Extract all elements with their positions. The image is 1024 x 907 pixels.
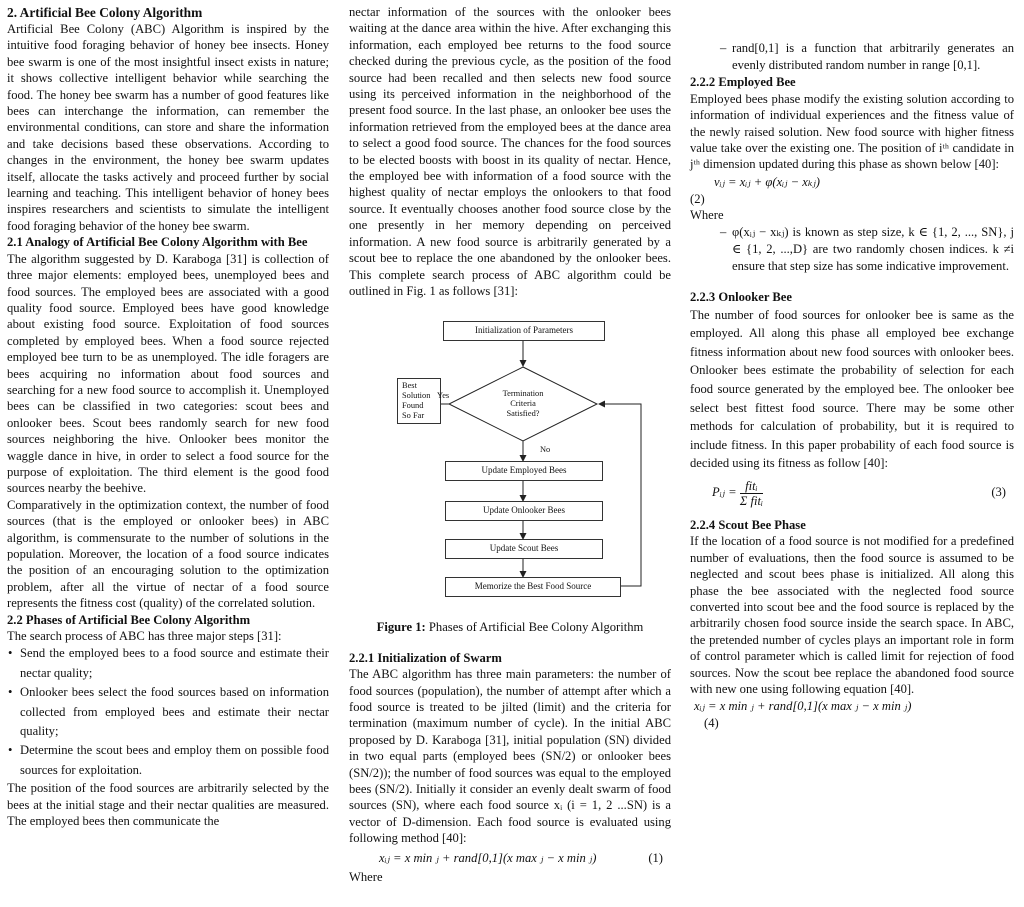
steps-list: [7, 644, 329, 780]
rand-definition-list: [690, 40, 1014, 74]
paragraph-2-2-1: The ABC algorithm has three main parameters: the number of food sources (population), the number of attempt after which a food source is treated to be jilted (limit) and the criteria for termination (maximum number of cycle). In the initial ABC proposed by D. Karaboga [31], initial population (SN) divided in two equal parts (employed bees (SN/2) or onlooker bees (SN/2)); the number of food sources was equal to the employed bees (SN/2). Initially it consider an evenly dealt swarm of food sources (SN), where each food source xᵢ (i = 1, 2 ...SN) is a vector of D-dimension. Each food source is evaluated using following method [40]:: [349, 667, 671, 846]
caption-text: Phases of Artificial Bee Colony Algorithm: [425, 620, 644, 635]
section-title: 2. Artificial Bee Colony Algorithm: [7, 5, 203, 20]
best-line: So Far: [402, 411, 425, 421]
equation-2: [690, 173, 1014, 191]
column-3: [690, 4, 1014, 732]
where-label: Where: [349, 869, 383, 884]
equation-3-denominator: Σ fitᵢ: [739, 493, 763, 508]
paragraph-2-1b: Comparatively in the optimization context, the number of food sources (that is the employed or onlooker bees) in ABC algorithm, is commensurate to the number of solutions in the population. Moreover, the location of a food source indicates the position of an encouraging solution to the optimization problem, after all the virtue of nectar of a food source represents the fitness cost (quality) of the correlated solution.: [7, 497, 329, 611]
paragraph-2-1a: The algorithm suggested by D. Karaboga [31] is collection of three major elements: employed bees, unemployed bees and food sources. The employed bees are associated with a good quality food source. Employed bees have good knowledge about existing food source. Exploitation of food sources completed by employed bees. When a food source rejected employed bee turn to be as unemployed. The idle foragers are bees acquiring no information about food sources and searching for a new food source to accomplish it. Unemployed bees can be classified in two categories: scout bees and onlooker bees. Scout bees randomly search for new food sources neighboring the hive. Onlooker bees monitor the waggle dance in hive, in order to select a food source for the purpose of exploitation. The third element is the good food sources nearby the beehive.: [7, 251, 329, 496]
equation-3: [690, 473, 1014, 511]
paragraph-col2-top: nectar information of the sources with the onlooker bees waiting at the dance area within the hive. After exchanging this information, each employed bee returns to the food source checked during the previous cycle, as the position of the food source had been recalled and then selects new food source using its perceived information in the neighborhood of the present food source. In the last phase, an onlooker bee uses the information retrieved from the employed bees at the dance area to select a good food source. The chances for the food sources to be elected boosts with boost in its quality of nectar. Hence, the employed bee with information of a food source with the highest quality of nectar employs the onlookers to that food source. It eventually chooses another food source close by the one presently in her memory depending on perceived information. A new food source is arbitrarily generated by a scout bee to replace the one abandoned by the onlooker bees. This complete search process of ABC algorithm could be outlined in Fig. 1 as follows [31]:: [349, 5, 671, 298]
caption-label: Figure 1:: [376, 620, 426, 635]
best-solution-box: [397, 378, 441, 424]
heading-2-2-4: 2.2.4 Scout Bee Phase: [690, 518, 806, 533]
paragraph-2-2b: The position of the food sources are arbitrarily selected by the bees at the initial stage and their nectar qualities are measured. The employed bees then communicate the: [7, 781, 329, 829]
equation-3-lhs: Pᵢⱼ =: [712, 485, 737, 500]
term-line: Termination: [502, 389, 544, 399]
column-2: [349, 4, 671, 885]
no-label: No: [540, 445, 551, 455]
term-line: Criteria: [510, 399, 536, 409]
equation-1: [349, 847, 671, 869]
heading-2-2-2: 2.2.2 Employed Bee: [690, 75, 796, 90]
list-item: – rand[0,1] is a function that arbitrarily generates an evenly distributed random number in range [0,1].: [732, 40, 1014, 74]
best-line: Solution: [402, 391, 431, 401]
paragraph-2-2-3: The number of food sources for onlooker bee is same as the employed. All along this phase all employed bee exchange fitness information about new food sources with onlooker bees. Onlooker bees estimate the probability of selection for each food source generated by the employed bee. The onlooker bee select best fittest food source. There may be some other methods for calculation of probability, but it is required to include fitness. In this paper probability of each food source is decided using its fitness as follow [40]:: [690, 307, 1014, 471]
yes-label: Yes: [437, 391, 450, 401]
equation-1-body: xᵢⱼ = x min ⱼ + rand[0,1](x max ⱼ − x min ⱼ): [379, 850, 597, 865]
equation-4: [690, 697, 1014, 715]
equation-3-fraction: [740, 479, 763, 508]
update-employed-box: Update Employed Bees: [445, 461, 603, 481]
best-line: Best: [402, 381, 417, 391]
paragraph-2-2-4: If the location of a food source is not modified for a predefined number of evaluations, then the food source is assumed to be neglected and scout bees phase is initialized. All along this phase the bee associated with the neglected food source converted into scout bee and the food source is replaced by the arbitrarily chosen food source inside the search space. In ABC, the pretended number of cycles plays an important role in form of control parameter which is called limit for rejection of food sources. Now the scout bee replace the abandoned food source with new one using following equation [40].: [690, 534, 1014, 697]
memorize-box: Memorize the Best Food Source: [445, 577, 621, 597]
init-box: Initialization of Parameters: [443, 321, 605, 341]
equation-4-number: (4): [704, 716, 719, 731]
equation-2-number: (2): [690, 191, 705, 206]
term-line: Satisfied?: [506, 409, 540, 419]
step-size-definition-list: [690, 224, 1014, 276]
list-item: – φ(xᵢⱼ − xₖⱼ) is known as step size, k ∈ {1, 2, ..., SN}, j ∈ {1, 2, ...,D} are two randomly chosen indices. k ≠i ensure that step size has some indicative improvement.: [732, 224, 1014, 276]
termination-diamond-text: [483, 389, 563, 419]
heading-2-2-1: 2.2.1 Initialization of Swarm: [349, 650, 502, 665]
column-1: [7, 4, 329, 830]
list-item: • Send the employed bees to a food source and estimate their nectar quality;: [20, 644, 329, 683]
where-label: Where: [690, 208, 724, 223]
heading-2-2-3: 2.2.3 Onlooker Bee: [690, 290, 792, 305]
figure-caption: [349, 619, 671, 635]
update-onlooker-box: Update Onlooker Bees: [445, 501, 603, 521]
heading-2-2: 2.2 Phases of Artificial Bee Colony Algorithm: [7, 612, 251, 627]
flowchart-figure: [349, 303, 671, 609]
update-scout-box: Update Scout Bees: [445, 539, 603, 559]
equation-3-number: (3): [991, 485, 1006, 500]
best-line: Found: [402, 401, 424, 411]
intro-paragraph: Artificial Bee Colony (ABC) Algorithm is inspired by the intuitive food foraging behavior of honey bee insects. Honey bee swarm is one of the most insightful insect exists in nature; it shows collective intelligent behavior while searching the food. The honey bee swarm has a number of good features like bees can interchange the information, can remember the environmental conditions, can store and share the information and take decisions based these observations. According to changes in the environment, the honey bee swarm updates itself, allocate the tasks actively and proceed further by social learning and teaching. This intelligent behavior of honey bees inspires researchers and scientists to simulate the intelligent food foraging behavior of the honey bee swarm.: [7, 22, 329, 233]
equation-3-numerator: fitᵢ: [740, 479, 763, 494]
equation-4-body: xᵢⱼ = x min ⱼ + rand[0,1](x max ⱼ − x min ⱼ): [694, 699, 912, 714]
paragraph-2-2-2: Employed bees phase modify the existing solution according to information of individual experiences and the fitness value of the newly raised solution. New food source with higher fitness value take over the existing one. The position of iᵗʰ candidate in jᵗʰ dimension updated during this phase as shown below [40]:: [690, 91, 1014, 172]
heading-2-1: 2.1 Analogy of Artificial Bee Colony Algorithm with Bee: [7, 235, 308, 250]
equation-2-body: vᵢⱼ = xᵢⱼ + φ(xᵢⱼ − xₖⱼ): [714, 174, 820, 189]
equation-1-number: (1): [648, 850, 663, 865]
paragraph-2-2: The search process of ABC has three major steps [31]:: [7, 629, 282, 644]
flowchart-arrows: [349, 303, 671, 609]
list-item: • Determine the scout bees and employ them on possible food sources for exploitation.: [20, 741, 329, 780]
list-item: • Onlooker bees select the food sources based on information collected from employed bees and estimate their nectar quality;: [20, 683, 329, 741]
